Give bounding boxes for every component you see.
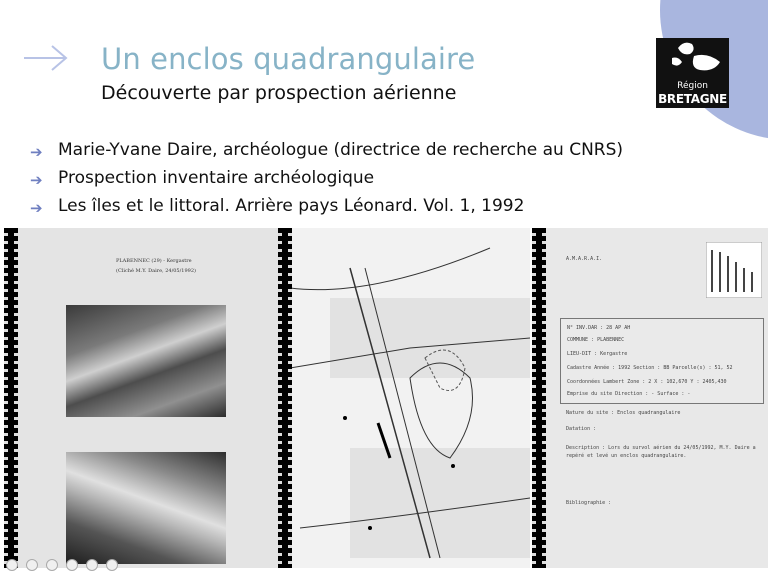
form-line: N° INV.DAR : 28 AP AH xyxy=(567,325,631,331)
nav-prev-icon[interactable] xyxy=(6,559,18,571)
bullet-arrow-icon: ➔ xyxy=(30,171,43,189)
nav-zoom-icon[interactable] xyxy=(86,559,98,571)
inventory-form xyxy=(560,318,764,404)
binding-spine xyxy=(532,228,546,568)
logo-line2: BRETAGNE xyxy=(658,92,727,106)
bullet-text: Prospection inventaire archéologique xyxy=(58,168,375,188)
region-bretagne-logo xyxy=(656,38,729,108)
form-datation: Datation : xyxy=(566,426,597,432)
form-line: Coordonnées Lambert Zone : 2 X : 102,670 Y : 2405,430 xyxy=(567,379,727,385)
form-bibliography: Bibliographie : xyxy=(566,500,612,506)
coastal-sketch-icon xyxy=(706,242,762,298)
binding-spine xyxy=(4,228,18,568)
aerial-photo-1 xyxy=(66,305,226,417)
bullet-text: Marie-Yvane Daire, archéologue (directrice de recherche au CNRS) xyxy=(58,140,624,160)
form-description: Description : Lors du survol aérien du 24/05/1992, M.Y. Daire a repéré et levé un enclos quadrangulaire. xyxy=(566,445,756,459)
bullet-text: Les îles et le littoral. Arrière pays Léonard. Vol. 1, 1992 xyxy=(58,196,525,216)
form-line: COMMUNE : PLABENNEC xyxy=(567,337,625,343)
logo-line1: Région xyxy=(677,81,708,91)
aerial-photo-2 xyxy=(66,452,226,564)
title-arrow-icon xyxy=(22,40,70,76)
photo-caption-place: PLABENNEC (29) - Kergastre xyxy=(116,258,192,264)
slide-nav-toolbar xyxy=(6,556,121,570)
slide-subtitle: Découverte par prospection aérienne xyxy=(101,82,457,104)
form-nature: Nature du site : Enclos quadrangulaire xyxy=(566,410,681,416)
form-line: LIEU-DIT : Kergastre xyxy=(567,351,628,357)
bullet-arrow-icon: ➔ xyxy=(30,199,43,217)
nav-copy-icon[interactable] xyxy=(66,559,78,571)
scan-map-page xyxy=(290,228,530,568)
nav-pen-icon[interactable] xyxy=(26,559,38,571)
binding-spine xyxy=(278,228,292,568)
nav-menu-icon[interactable] xyxy=(46,559,58,571)
cadastral-map xyxy=(290,228,530,568)
photo-caption-credit: (Cliché M.Y. Daire, 24/05/1992) xyxy=(116,268,196,274)
nav-next-icon[interactable] xyxy=(106,559,118,571)
ermine-icon xyxy=(656,38,729,82)
slide-title: Un enclos quadrangulaire xyxy=(101,42,476,76)
form-line: Cadastre Année : 1992 Section : BB Parcelle(s) : 51, 52 xyxy=(567,365,733,371)
form-line: Emprise du site Direction : - Surface : - xyxy=(567,391,691,397)
bullet-arrow-icon: ➔ xyxy=(30,143,43,161)
form-header: A.M.A.R.A.I. xyxy=(566,256,603,262)
